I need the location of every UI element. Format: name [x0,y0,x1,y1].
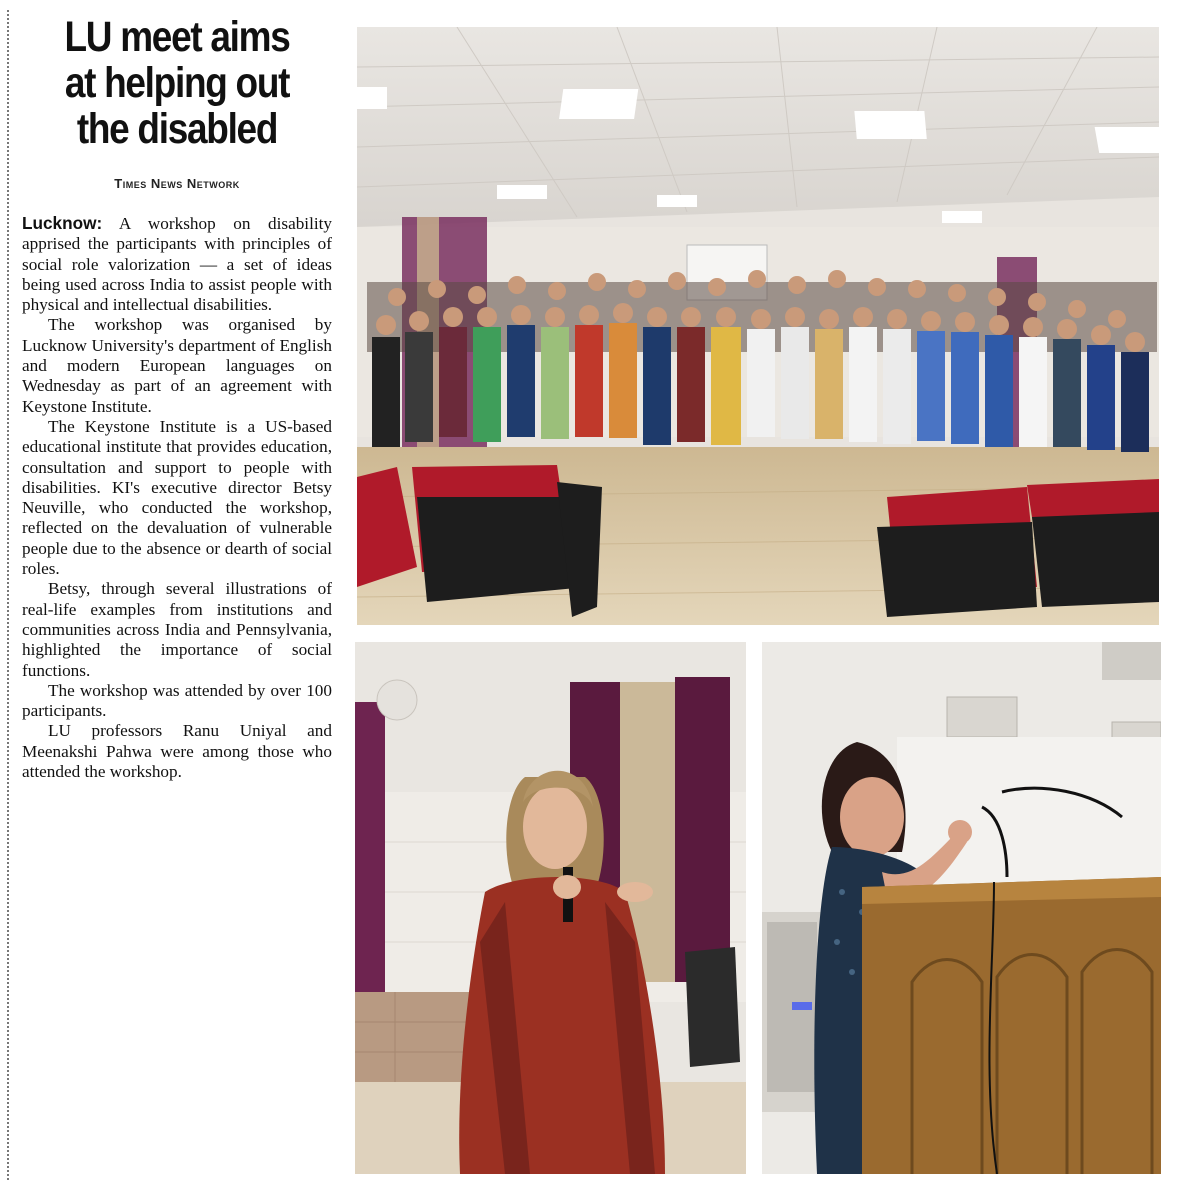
speaker-photo-icon [355,642,746,1174]
paragraph-1-text: A workshop on disability apprised the participants with principles of social role valorization — a set of ideas being used across India to assist people with physical and intellectual disabilities. [22,214,333,315]
podium-photo [762,642,1161,1174]
article-paragraph-5: The workshop was attended by over 100 participants. [22,680,332,721]
speaker-photo [355,642,746,1174]
article-byline: Times News Network [114,176,240,191]
headline-line-3: the disabled [76,105,278,153]
clipping-dotted-border [7,10,9,1180]
article-headline [44,14,311,152]
article-paragraph-3: The Keystone Institute is a US-based educational institute that provides education, consultation and support to people with disabilities. KI's executive director Betsy Neuville, who conducted the workshop, reflected on the devaluation of vulnerable people due to the absence or dearth of social roles. [22,416,332,579]
article-dateline: Lucknow: [22,213,103,233]
group-photo-icon [357,27,1159,625]
headline-line-2: at helping out [64,59,290,107]
news-article [22,14,332,782]
article-paragraph-2: The workshop was organised by Lucknow University's department of English and modern European languages on Wednesday as part of an agreement with Keystone Institute. [22,315,332,416]
group-photo [357,27,1159,625]
article-paragraph-6: LU professors Ranu Uniyal and Meenakshi Pahwa were among those who attended the workshop. [22,721,332,782]
article-paragraph-1 [22,213,332,315]
article-body [22,213,332,782]
podium-photo-icon [762,642,1161,1174]
article-paragraph-4: Betsy, through several illustrations of real-life examples from institutions and communities across India and Pennsylvania, highlighted the importance of social functions. [22,579,332,680]
headline-line-1: LU meet aims [64,13,290,61]
